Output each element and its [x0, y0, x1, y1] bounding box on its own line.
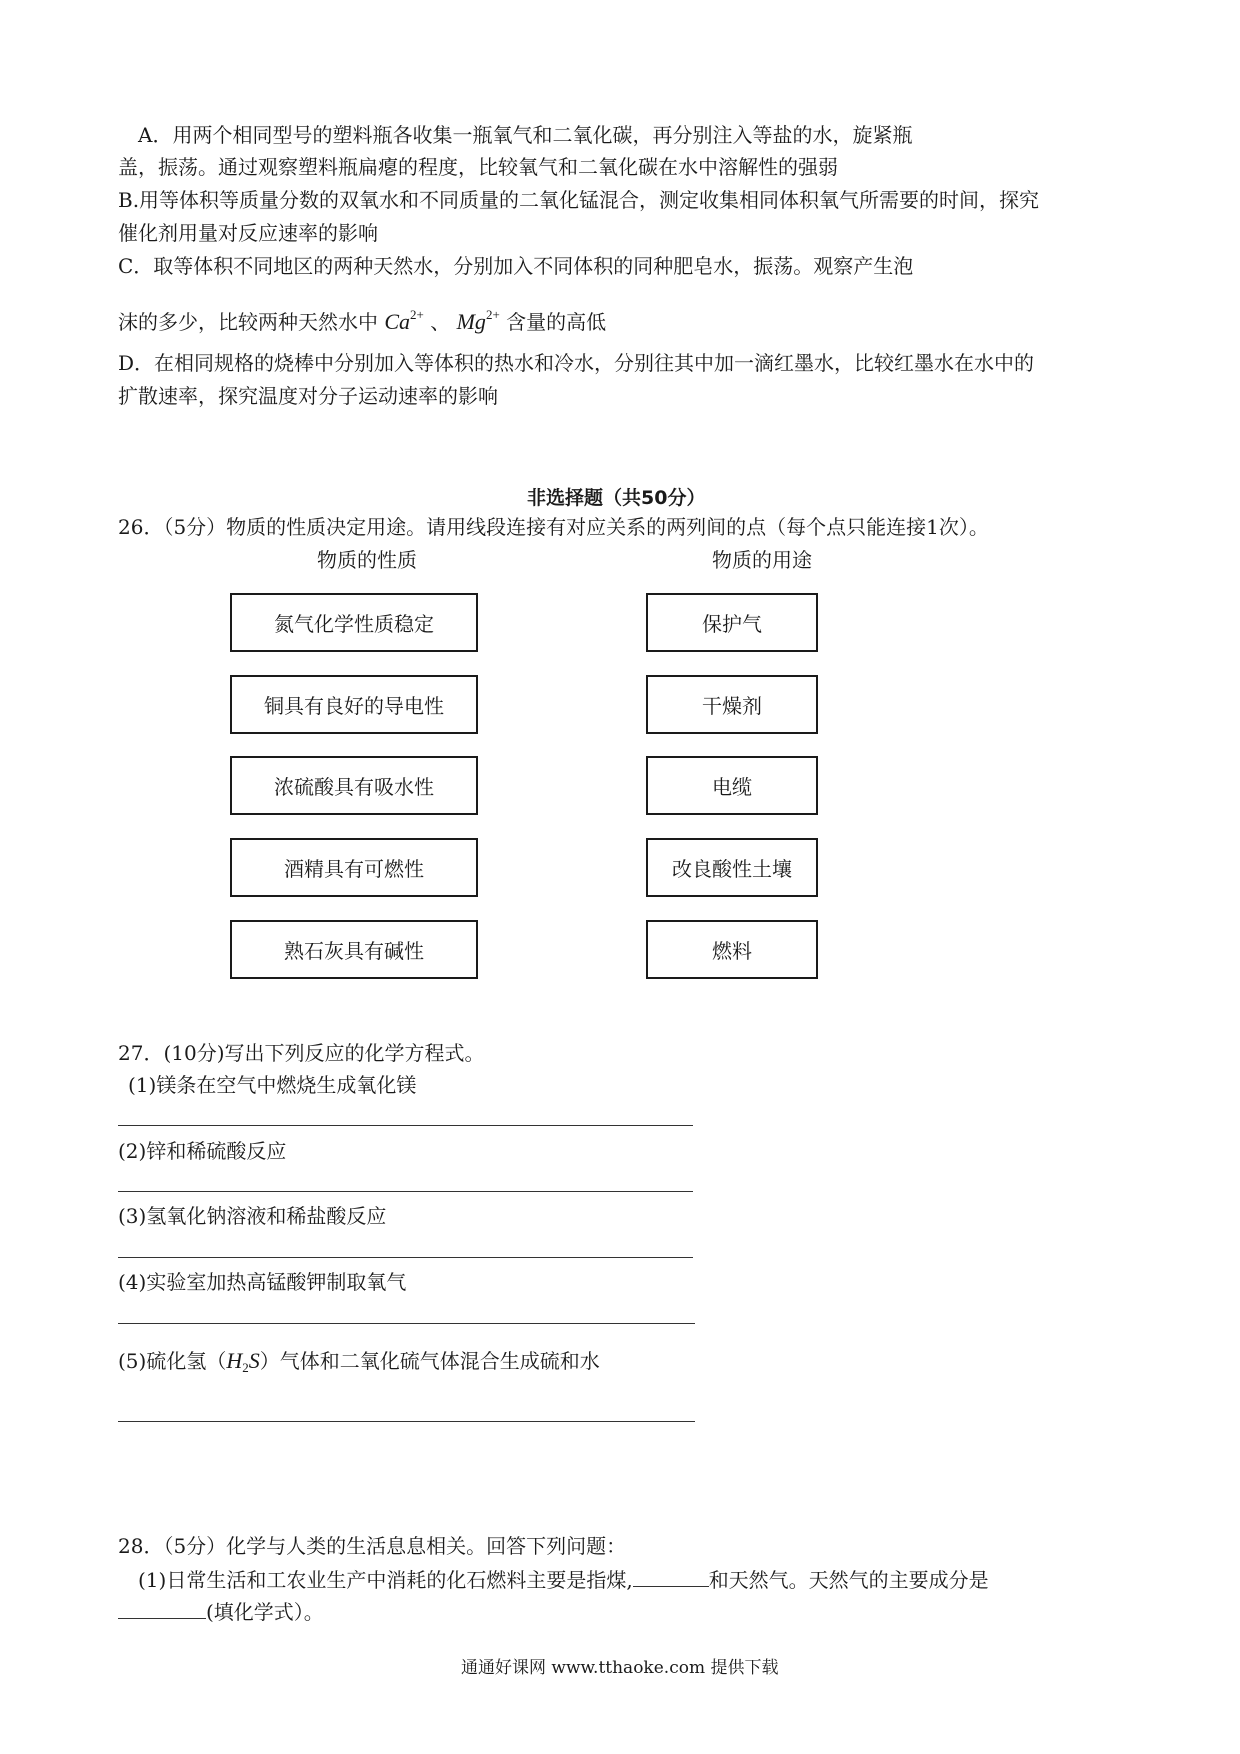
- calcium-symbol: Ca: [384, 309, 411, 334]
- q27-item-4: (4)实验室加热高锰酸钾制取氧气: [118, 1270, 407, 1294]
- option-d-line-1: D．在相同规格的烧棒中分别加入等体积的热水和冷水，分别往其中加一滴红墨水，比较红墨水在水中的: [118, 351, 1035, 375]
- use-box-1: 保护气: [646, 593, 818, 652]
- q26-right-header: 物质的用途: [712, 548, 812, 572]
- q28-item-1-mid: 和天然气。天然气的主要成分是: [708, 1568, 989, 1592]
- hydrogen-sulfide-formula: [226, 1348, 259, 1373]
- formula-s: S: [248, 1348, 260, 1373]
- answer-line-1[interactable]: [118, 1125, 693, 1126]
- use-box-5: 燃料: [646, 920, 818, 979]
- option-b-line-2: 催化剂用量对反应速率的影响: [118, 221, 378, 245]
- use-box-3: 电缆: [646, 756, 818, 815]
- property-box-3: 浓硫酸具有吸水性: [230, 756, 478, 815]
- q26-stem: 26．（5分）物质的性质决定用途。请用线段连接有对应关系的两列间的点（每个点只能连接1次）。: [118, 515, 989, 539]
- option-c-line-2: [118, 302, 606, 335]
- q28-item-1-cont: [118, 1598, 324, 1625]
- answer-line-2[interactable]: [118, 1191, 693, 1192]
- q27-item-1: (1)镁条在空气中燃烧生成氧化镁: [128, 1073, 417, 1097]
- calcium-charge: 2+: [410, 307, 424, 322]
- option-c-line-1: C．取等体积不同地区的两种天然水，分别加入不同体积的同种肥皂水，振荡。观察产生泡: [118, 254, 914, 278]
- magnesium-charge: 2+: [485, 307, 500, 322]
- blank-formula[interactable]: [118, 1598, 206, 1619]
- section-title: 非选择题（共50分）: [527, 487, 706, 509]
- property-box-4: 酒精具有可燃性: [230, 838, 478, 897]
- q28-item-1-pre: (1)日常生活和工农业生产中消耗的化石燃料主要是指煤,: [138, 1568, 633, 1592]
- answer-line-3[interactable]: [118, 1257, 693, 1258]
- answer-line-4[interactable]: [118, 1323, 695, 1324]
- q27-stem: 27．(10分)写出下列反应的化学方程式。: [118, 1041, 485, 1065]
- magnesium-symbol: Mg: [456, 309, 486, 334]
- use-box-4: 改良酸性土壤: [646, 838, 818, 897]
- q27-item-5: [118, 1348, 600, 1381]
- q28-stem: 28．（5分）化学与人类的生活息息相关。回答下列问题：: [118, 1534, 627, 1558]
- formula-h: H: [226, 1348, 243, 1373]
- q26-left-header: 物质的性质: [317, 548, 417, 572]
- footer: 通通好课网 www.tthaoke.com 提供下载: [461, 1658, 779, 1678]
- property-box-1: 氮气化学性质稳定: [230, 593, 478, 652]
- use-box-2: 干燥剂: [646, 675, 818, 734]
- option-c-line-2-post: 含量的高低: [506, 310, 607, 334]
- q27-item-3: (3)氢氧化钠溶液和稀盐酸反应: [118, 1204, 387, 1228]
- q27-item-5-pre: (5)硫化氢（: [118, 1349, 227, 1373]
- q27-item-5-post: ）气体和二氧化硫气体混合生成硫和水: [259, 1349, 600, 1373]
- q28-item-1: [138, 1566, 989, 1593]
- q28-item-1-post: (填化学式）。: [206, 1600, 324, 1624]
- option-d-line-2: 扩散速率，探究温度对分子运动速率的影响: [118, 384, 498, 408]
- formula-subscript: 2: [242, 1360, 249, 1375]
- calcium-ion: [384, 309, 424, 334]
- blank-fuel[interactable]: [633, 1566, 709, 1587]
- option-b-line-1: B.用等体积等质量分数的双氧水和不同质量的二氧化锰混合，测定收集相同体积氧气所需要的时间，探究: [118, 188, 1040, 212]
- property-box-2: 铜具有良好的导电性: [230, 675, 478, 734]
- property-box-5: 熟石灰具有碱性: [230, 920, 478, 979]
- magnesium-ion: [457, 309, 500, 334]
- ion-separator: 、: [430, 310, 451, 334]
- option-a-line-2: 盖，振荡。通过观察塑料瓶扁瘪的程度，比较氧气和二氧化碳在水中溶解性的强弱: [118, 155, 838, 179]
- option-c-line-2-pre: 沫的多少，比较两种天然水中: [118, 310, 378, 334]
- q27-item-2: (2)锌和稀硫酸反应: [118, 1139, 287, 1163]
- option-a-line-1: A．用两个相同型号的塑料瓶各收集一瓶氧气和二氧化碳，再分别注入等盐的水，旋紧瓶: [138, 123, 913, 147]
- answer-line-5[interactable]: [118, 1421, 695, 1422]
